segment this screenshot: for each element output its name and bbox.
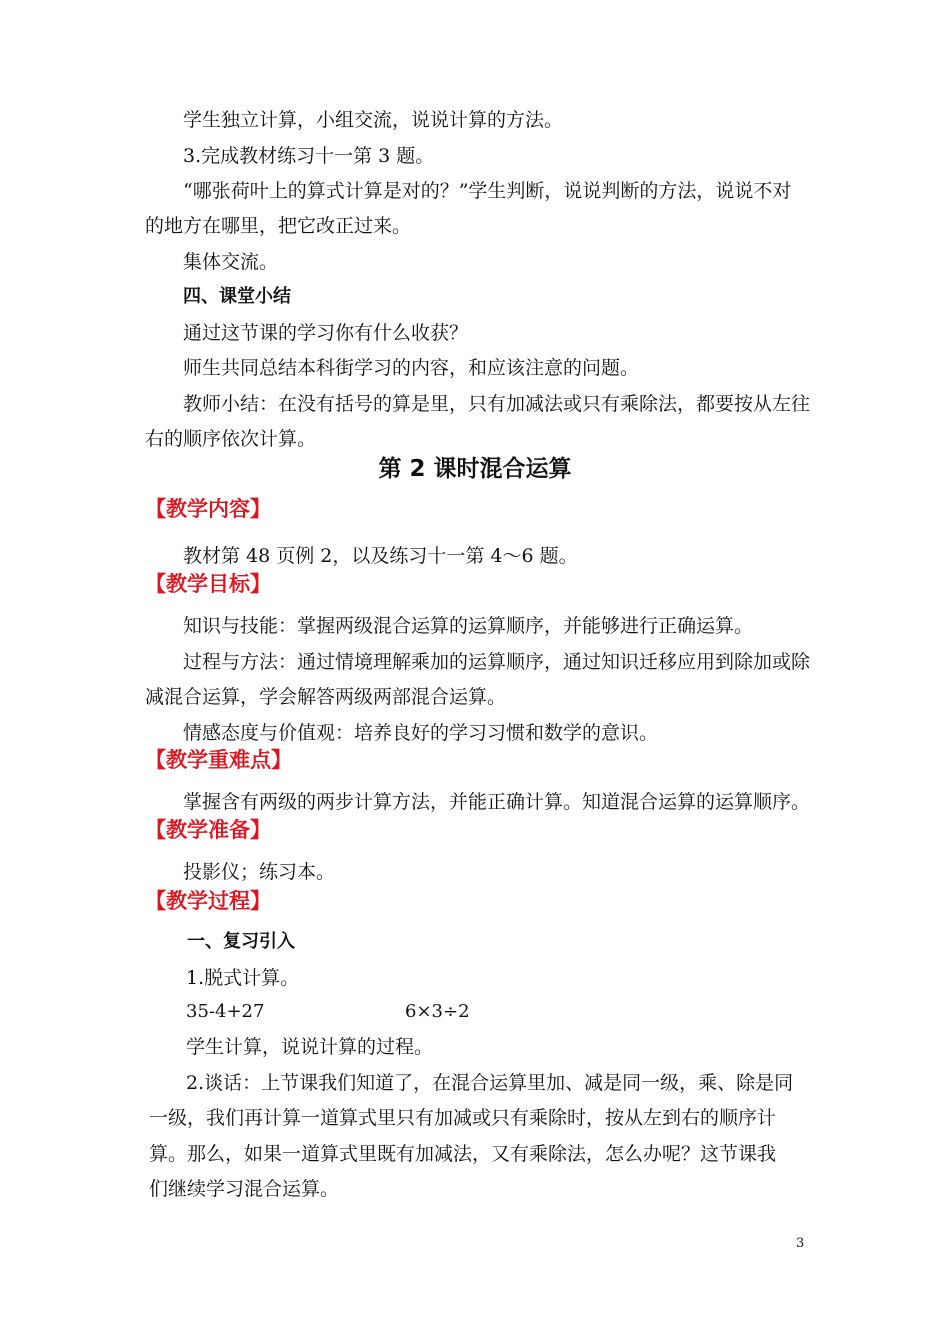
heading-teaching-process: 【教学过程】: [145, 889, 271, 913]
paragraph-line: 的地方在哪里，把它改正过来。: [145, 215, 412, 237]
paragraph-line: 们继续学习混合运算。: [149, 1178, 340, 1200]
paragraph-line: 师生共同总结本科街学习的内容，和应该注意的问题。: [183, 357, 640, 379]
paragraph-line: 掌握含有两级的两步计算方法，并能正确计算。知道混合运算的运算顺序。: [183, 791, 811, 813]
paragraph-line: “哪张荷叶上的算式计算是对的？”学生判断，说说判断的方法，说说不对: [183, 180, 792, 202]
heading-key-points: 【教学重难点】: [145, 748, 292, 772]
paragraph-line: 情感态度与价值观：培养良好的学习习惯和数学的意识。: [183, 722, 659, 744]
paragraph-line: 教材第 48 页例 2，以及练习十一第 4～6 题。: [183, 545, 578, 567]
section-heading-summary: 四、课堂小结: [183, 286, 291, 307]
heading-teaching-content: 【教学内容】: [145, 497, 271, 521]
paragraph-line: 学生独立计算，小组交流，说说计算的方法。: [183, 109, 564, 131]
paragraph-line: 集体交流。: [183, 251, 279, 273]
paragraph-line: 学生计算，说说计算的过程。: [186, 1036, 434, 1058]
heading-preparation: 【教学准备】: [145, 818, 271, 842]
paragraph-line: 通过这节课的学习你有什么收获？: [183, 322, 469, 344]
paragraph-line: 投影仪；练习本。: [183, 861, 336, 883]
expression-1: 35-4+27: [186, 1001, 265, 1022]
paragraph-line: 算。那么，如果一道算式里既有加减法，又有乘除法，怎么办呢？这节课我: [149, 1143, 777, 1165]
heading-teaching-goals: 【教学目标】: [145, 572, 271, 596]
subheading-review: 一、复习引入: [187, 931, 295, 952]
paragraph-line: 3.完成教材练习十一第 3 题。: [183, 145, 435, 167]
paragraph-line: 减混合运算，学会解答两级两部混合运算。: [145, 686, 507, 708]
paragraph-line: 教师小结：在没有括号的算是里，只有加减法或只有乘除法，都要按从左往: [183, 393, 811, 415]
paragraph-line: 右的顺序依次计算。: [145, 428, 317, 450]
lesson-title: 第 2 课时混合运算: [378, 456, 572, 482]
expression-2: 6×3÷2: [405, 1001, 470, 1022]
paragraph-line: 2.谈话：上节课我们知道了，在混合运算里加、减是同一级，乘、除是同: [186, 1072, 794, 1094]
paragraph-line: 知识与技能：掌握两级混合运算的运算顺序，并能够进行正确运算。: [183, 615, 754, 637]
paragraph-line: 一级，我们再计算一道算式里只有加减或只有乘除时，按从左到右的顺序计: [149, 1107, 777, 1129]
paragraph-line: 1.脱式计算。: [186, 967, 300, 989]
page-number: 3: [796, 1236, 805, 1251]
paragraph-line: 过程与方法：通过情境理解乘加的运算顺序，通过知识迁移应用到除加或除: [183, 651, 811, 673]
